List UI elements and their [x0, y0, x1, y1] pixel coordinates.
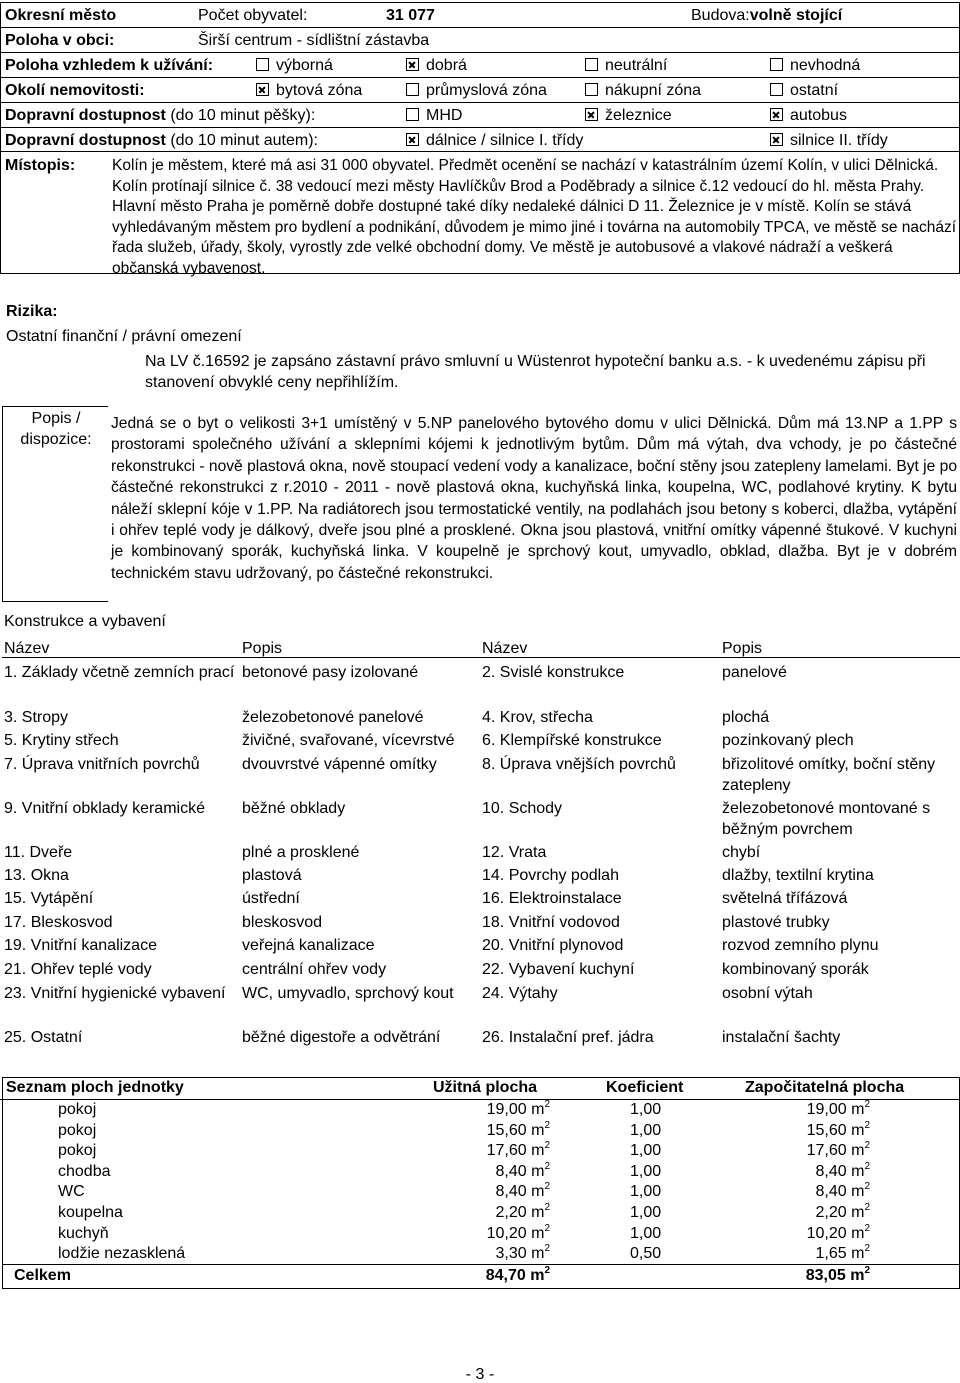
- room-area-value: 15,60: [486, 1121, 527, 1139]
- room-koeficient: 1,00: [630, 1183, 662, 1201]
- option-label: autobus: [790, 107, 847, 124]
- room-zapocitatelna: 17,60 $m^2$: [806, 1140, 870, 1160]
- item-nazev: 4. Krov, střecha: [482, 709, 593, 726]
- item-nazev: 14. Povrchy podlah: [482, 867, 619, 884]
- room-name: chodba: [58, 1162, 111, 1180]
- checkbox-unchecked-icon: [256, 58, 269, 71]
- item-popis: instalační šachty: [722, 1029, 841, 1046]
- item-nazev: 16. Elektroinstalace: [482, 890, 622, 907]
- room-koeficient: 1,00: [630, 1142, 662, 1160]
- poloha-obci-label: Poloha v obci:: [5, 32, 115, 49]
- seznam-row: [0, 1182, 960, 1203]
- room-zapocitatelna: 19,00 $m^2$: [806, 1099, 870, 1118]
- option-nevhodna: [770, 56, 860, 75]
- item-nazev: 22. Vybavení kuchyní: [482, 961, 635, 978]
- item-nazev: 21. Ohřev teplé vody: [4, 961, 152, 978]
- room-name: kuchyň: [58, 1224, 109, 1242]
- page-number: - 3 -: [465, 1366, 495, 1383]
- seznam-row: [0, 1224, 960, 1245]
- seznam-row: [0, 1203, 960, 1224]
- item-popis: světelná třífázová: [722, 890, 848, 907]
- celkem-zapocitatelna: 83,05 $m^2$: [805, 1265, 870, 1284]
- option-label: ostatní: [790, 82, 839, 99]
- item-popis: břizolitové omítky, boční stěny zatepleny: [722, 756, 936, 794]
- celkem-area-value: 84,70: [485, 1267, 526, 1284]
- room-koeficient: 1,00: [630, 1101, 662, 1118]
- room-zap-value: 8,40: [815, 1183, 847, 1201]
- popis-label-line2: dispozice:: [20, 431, 92, 448]
- checkbox-unchecked-icon: [770, 83, 783, 96]
- budova-field: [691, 6, 842, 25]
- item-popis: dvouvrstvé vápenné omítky: [242, 756, 437, 773]
- item-popis: osobní výtah: [722, 985, 813, 1002]
- option-zeleznice: [585, 106, 672, 125]
- okoli-label: Okolí nemovitosti:: [5, 82, 145, 99]
- poloha-uzivani-label: Poloha vzhledem k užívání:: [5, 57, 214, 74]
- item-nazev: 18. Vnitřní vodovod: [482, 914, 620, 931]
- checkbox-unchecked-icon: [406, 108, 419, 121]
- room-area-value: 8,40: [495, 1162, 527, 1180]
- item-popis: WC, umyvadlo, sprchový kout: [242, 985, 454, 1002]
- item-popis: pozinkovaný plech: [722, 732, 854, 749]
- option-label: neutrální: [605, 57, 668, 74]
- mistopis-section: [0, 152, 960, 277]
- room-zapocitatelna: 15,60 $m^2$: [806, 1119, 870, 1139]
- poloha-obci-value: Širší centrum - sídlištní zástavba: [198, 32, 430, 49]
- seznam-row: [0, 1121, 960, 1142]
- option-label: průmyslová zóna: [426, 82, 547, 99]
- room-name: pokoj: [58, 1101, 97, 1118]
- room-area: 8,40 $m^2$: [495, 1181, 550, 1201]
- header-popis-2: Popis: [722, 640, 763, 657]
- row-doprava-pesky: [0, 102, 960, 127]
- popis-label-line1: Popis /: [31, 410, 81, 427]
- option-autobus: [770, 106, 847, 125]
- item-popis: rozvod zemního plynu: [722, 937, 879, 954]
- checkbox-checked-icon: [406, 58, 419, 71]
- konstrukce-divider: [2, 657, 960, 658]
- option-bytova-zona: [256, 81, 362, 100]
- checkbox-checked-icon: [406, 133, 419, 146]
- budova-label: Budova:: [691, 7, 750, 24]
- doprava-label: Dopravní dostupnost: [5, 107, 166, 124]
- row-poloha-obci: [0, 27, 960, 52]
- room-zap-value: 17,60: [806, 1142, 847, 1160]
- item-popis: panelové: [722, 664, 787, 681]
- doprava-label: Dopravní dostupnost: [5, 132, 166, 149]
- item-popis: dlažby, textilní krytina: [722, 867, 874, 884]
- header-nazev-1: Název: [4, 640, 50, 657]
- room-area-value: 3,30: [495, 1245, 527, 1263]
- room-area: 19,00 $m^2$: [486, 1099, 550, 1118]
- item-popis: plastová: [242, 867, 302, 884]
- celkem-divider: [2, 1264, 960, 1265]
- seznam-header: [0, 1078, 960, 1100]
- item-popis: veřejná kanalizace: [242, 937, 375, 954]
- rizika-label: Rizika:: [6, 303, 58, 320]
- popis-label: [6, 408, 106, 450]
- option-nakupni-zona: [585, 81, 701, 100]
- option-dalnice: [406, 131, 583, 150]
- option-label: železnice: [605, 107, 672, 124]
- konstrukce-title: Konstrukce a vybavení: [4, 613, 166, 630]
- item-nazev: 26. Instalační pref. jádra: [482, 1029, 654, 1046]
- row-poloha-uzivani: [0, 52, 960, 77]
- seznam-row: [0, 1100, 960, 1121]
- checkbox-unchecked-icon: [406, 83, 419, 96]
- item-nazev: 25. Ostatní: [4, 1029, 83, 1046]
- doprava-pesky-label: [5, 106, 315, 125]
- celkem-area: 84,70 $m^2$: [485, 1265, 550, 1284]
- room-zap-value: 19,00: [806, 1101, 847, 1118]
- room-koeficient: 1,00: [630, 1121, 662, 1139]
- pocet-obyvatel-value: 31 077: [386, 7, 435, 24]
- item-nazev: 10. Schody: [482, 800, 563, 817]
- item-popis: železobetonové montované s běžným povrchem: [722, 800, 931, 838]
- item-popis: běžné digestoře a odvětrání: [242, 1029, 441, 1046]
- item-nazev: 9. Vnitřní obklady keramické: [4, 800, 205, 817]
- celkem-zap-value: 83,05: [805, 1267, 846, 1284]
- item-popis: plastové trubky: [722, 914, 830, 931]
- room-zapocitatelna: 10,20 $m^2$: [806, 1222, 870, 1242]
- item-nazev: 7. Úprava vnitřních povrchů: [4, 756, 200, 773]
- room-area: 3,30 $m^2$: [495, 1243, 550, 1263]
- doprava-suffix: (do 10 minut autem):: [170, 132, 318, 149]
- doprava-autem-label: [5, 131, 318, 150]
- option-silnice-ii: [770, 131, 888, 150]
- room-zapocitatelna: 8,40 $m^2$: [815, 1181, 870, 1201]
- item-nazev: 6. Klempířské konstrukce: [482, 732, 662, 749]
- seznam-row: [0, 1244, 960, 1265]
- item-popis: živičné, svařované, vícevrstvé: [242, 732, 455, 749]
- doprava-suffix: (do 10 minut pěšky):: [170, 107, 316, 124]
- item-nazev: 2. Svislé konstrukce: [482, 664, 625, 681]
- room-name: pokoj: [58, 1121, 97, 1139]
- room-area-value: 2,20: [495, 1204, 527, 1221]
- item-nazev: 11. Dveře: [4, 844, 73, 861]
- item-popis: kombinovaný sporák: [722, 961, 869, 978]
- item-popis: betonové pasy izolované: [242, 664, 419, 681]
- option-label: dobrá: [426, 57, 467, 74]
- checkbox-checked-icon: [770, 133, 783, 146]
- item-nazev: 1. Základy včetně zemních prací: [4, 664, 235, 681]
- item-nazev: 5. Krytiny střech: [4, 732, 119, 749]
- item-popis: chybí: [722, 844, 761, 861]
- option-prumyslova-zona: [406, 81, 547, 100]
- room-zap-value: 10,20: [806, 1224, 847, 1242]
- room-area-value: 10,20: [486, 1224, 527, 1242]
- header-zapocitatelna-plocha: Započitatelná plocha: [745, 1079, 905, 1096]
- checkbox-unchecked-icon: [770, 58, 783, 71]
- room-koeficient: 1,00: [630, 1204, 662, 1221]
- item-nazev: 3. Stropy: [4, 709, 69, 726]
- room-name: lodžie nezasklená: [58, 1245, 186, 1263]
- item-nazev: 24. Výtahy: [482, 985, 558, 1002]
- row-doprava-autem: [0, 127, 960, 152]
- item-nazev: 23. Vnitřní hygienické vybavení: [4, 985, 226, 1002]
- checkbox-checked-icon: [256, 83, 269, 96]
- room-name: WC: [58, 1183, 85, 1201]
- room-area: 15,60 $m^2$: [486, 1119, 550, 1139]
- row-okoli: [0, 77, 960, 102]
- item-popis: bleskosvod: [242, 914, 323, 931]
- row-okresni-mesto: [0, 2, 960, 27]
- item-nazev: 13. Okna: [4, 867, 69, 884]
- item-popis: běžné obklady: [242, 800, 346, 817]
- option-label: silnice II. třídy: [790, 132, 888, 149]
- option-label: dálnice / silnice I. třídy: [426, 132, 584, 149]
- checkbox-checked-icon: [770, 108, 783, 121]
- omezeni-text: Na LV č.16592 je zapsáno zástavní právo smluvní u Wüstenrot hypoteční banku a.s. - k uvedenému zápisu při stanovení obvyklé ceny nepřihlížím.: [145, 353, 926, 391]
- item-nazev: 8. Úprava vnějších povrchů: [482, 756, 676, 773]
- room-zap-value: 15,60: [806, 1121, 847, 1139]
- seznam-title: Seznam ploch jednotky: [6, 1079, 184, 1096]
- room-zap-value: 8,40: [815, 1162, 847, 1180]
- room-area: 17,60 $m^2$: [486, 1140, 550, 1160]
- item-nazev: 15. Vytápění: [4, 890, 94, 907]
- room-koeficient: 0,50: [630, 1245, 662, 1263]
- checkbox-checked-icon: [585, 108, 598, 121]
- popis-text: Jedná se o byt o velikosti 3+1 umístěný v 5.NP panelového bytového domu v ulici Dělnická. Dům má 13.NP a 1.PP s prostorami společného užívání a sklepními kójemi k jednotlivým bytům. Dům má výtah, dva vchody, je po částečné rekonstrukci - nově plastová okna, nově stoupací vedení vody a kanalizace, boční stěny jsou zatepleny lamelami. Byt je po částečné rekonstrukci z r.2010 - 2011 - nově plastová okna, kuchyňská linka, koupelna, WC, podlahové krytiny. K bytu náleží sklepní kóje v 1.PP. Na radiátorech jsou termostatické ventily, na podlahách jsou betony s koberci, dlažba, vytápění i ohřev teplé vody je dálkový, dveře jsou plné a prosklené. Okna jsou plastová, vnitřní omítky vápenné štukové. V kuchyni je kombinovaný sporák, kuchyňská linka. V koupelně je sprchový kout, umyvadlo, obklad, dlažba. Byt je v dobrém technickém stavu udržovaný, po částečné rekonstrukci.: [111, 415, 957, 582]
- item-nazev: 19. Vnitřní kanalizace: [4, 937, 157, 954]
- header-popis-1: Popis: [242, 640, 283, 657]
- okresni-mesto-label: Okresní město: [5, 7, 117, 24]
- room-zap-value: 1,65: [815, 1245, 847, 1263]
- option-label: nevhodná: [790, 57, 861, 74]
- pocet-obyvatel-label: Počet obyvatel:: [198, 7, 308, 24]
- checkbox-unchecked-icon: [585, 58, 598, 71]
- room-koeficient: 1,00: [630, 1224, 662, 1242]
- option-label: nákupní zóna: [605, 82, 702, 99]
- item-nazev: 12. Vrata: [482, 844, 547, 861]
- room-zapocitatelna: 2,20 $m^2$: [815, 1202, 870, 1221]
- room-name: koupelna: [58, 1204, 123, 1221]
- option-label: bytová zóna: [276, 82, 363, 99]
- header-uzitna-plocha: Užitná plocha: [433, 1079, 538, 1096]
- property-info-table: [0, 2, 960, 277]
- item-popis: železobetonové panelové: [242, 709, 424, 726]
- option-neutralni: [585, 56, 667, 75]
- room-area-value: 19,00: [486, 1101, 527, 1118]
- option-vyborna: [256, 56, 333, 75]
- item-popis: plné a prosklené: [242, 844, 360, 861]
- item-nazev: 20. Vnitřní plynovod: [482, 937, 624, 954]
- room-area: 8,40 $m^2$: [495, 1160, 550, 1180]
- room-zapocitatelna: 1,65 $m^2$: [815, 1243, 870, 1263]
- header-nazev-2: Název: [482, 640, 528, 657]
- room-name: pokoj: [58, 1142, 97, 1160]
- checkbox-unchecked-icon: [585, 83, 598, 96]
- room-zapocitatelna: 8,40 $m^2$: [815, 1160, 870, 1180]
- option-mhd: [406, 106, 462, 125]
- budova-value: volně stojící: [749, 7, 843, 24]
- option-label: MHD: [426, 107, 463, 124]
- celkem-label: Celkem: [14, 1267, 71, 1284]
- item-nazev: 17. Bleskosvod: [4, 914, 113, 931]
- omezeni-title: Ostatní finanční / právní omezení: [6, 328, 242, 345]
- room-area: 10,20 $m^2$: [486, 1222, 550, 1242]
- item-popis: centrální ohřev vody: [242, 961, 387, 978]
- room-area-value: 8,40: [495, 1183, 527, 1201]
- room-koeficient: 1,00: [630, 1162, 662, 1180]
- mistopis-label: Místopis:: [5, 157, 76, 174]
- option-dobra: [406, 56, 467, 75]
- item-popis: plochá: [722, 709, 770, 726]
- header-koeficient: Koeficient: [606, 1079, 684, 1096]
- option-label: výborná: [276, 57, 333, 74]
- option-ostatni: [770, 81, 838, 100]
- seznam-row: [0, 1162, 960, 1183]
- celkem-row: [0, 1266, 960, 1287]
- room-area: 2,20 $m^2$: [495, 1202, 550, 1221]
- seznam-row: [0, 1141, 960, 1162]
- item-popis: ústřední: [242, 890, 300, 907]
- mistopis-text: Kolín je městem, které má asi 31 000 obyvatel. Předmět ocenění se nachází v katastrálním území Kolín, v ulici Dělnická. Kolín protínají silnice č. 38 vedoucí mezi městy Havlíčkův Brod a Poděbrady a silnice č.12 vedoucí do hl. města Prahy. Hlavní město Praha je poměrně dobře dostupné také díky nedaleké dálnici D 11. Železnice je v místě. Kolín se stává vyhledávaným městem pro bydlení a podnikání, důvodem je mimo jiné i továrna na automobily TPCA, ve městě se nachází řada služeb, úřady, školy, vyrostly zde velké obchodní domy. Ve městě je autobusové a vlakové nádraží a veškerá občanská vybavenost.: [112, 157, 957, 277]
- room-zap-value: 2,20: [815, 1204, 847, 1221]
- room-area-value: 17,60: [486, 1142, 527, 1160]
